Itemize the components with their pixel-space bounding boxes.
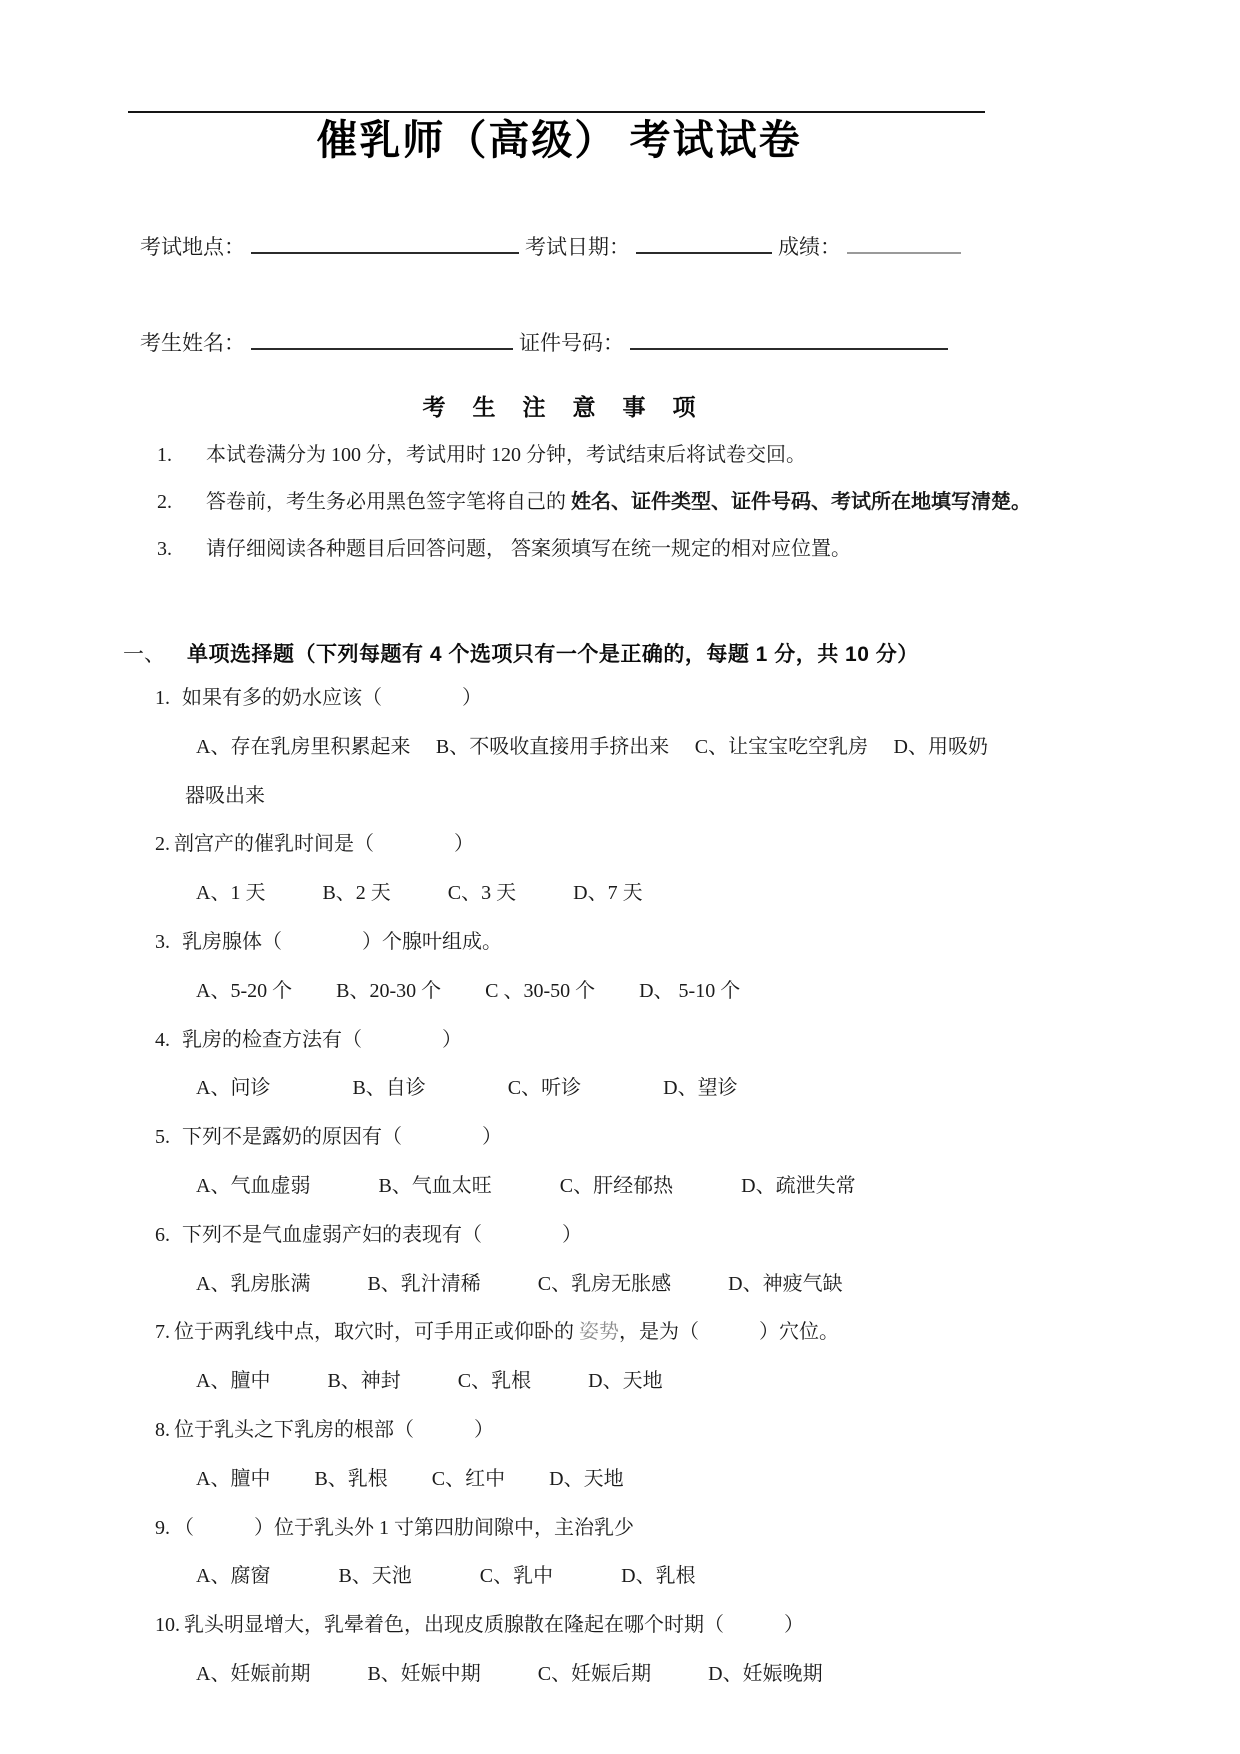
- question-number: 10.: [155, 1614, 180, 1637]
- question-stem-line: [155, 1113, 988, 1162]
- option-d: D、妊娠晚期: [708, 1662, 823, 1685]
- question-list: [133, 674, 988, 1699]
- id-number-blank: [630, 324, 948, 350]
- notice-number: 2.: [157, 491, 172, 513]
- question-number: 9.: [155, 1516, 170, 1539]
- option-b: B、神封: [327, 1370, 401, 1393]
- notice-text: 请仔细阅读各种题目后回答问题， 答案须填写在统一规定的相对应位置。: [206, 538, 851, 560]
- question-options: [196, 1162, 988, 1211]
- question-2: [133, 820, 988, 918]
- question-stem: 乳房腺体（ ）个腺叶组成。: [182, 930, 502, 953]
- option-b: B、不吸收直接用手挤出来: [435, 735, 670, 758]
- option-b: B、气血太旺: [378, 1174, 492, 1197]
- question-8: [133, 1406, 988, 1504]
- section-title: 单项选择题（下列每题有 4 个选项只有一个是正确的，每题 1 分，共 10 分）: [187, 643, 919, 666]
- option-a: A、1 天: [196, 882, 266, 905]
- notice-heading: 考生注意事项: [422, 394, 723, 420]
- option-b: B、2 天: [322, 882, 391, 905]
- option-d: D、7 天: [573, 882, 643, 905]
- score-blank: [847, 228, 961, 254]
- option-d-continuation: 器吸出来: [185, 784, 265, 807]
- question-stem-line: [155, 1211, 988, 1260]
- question-stem-line: [155, 1406, 988, 1455]
- question-number: 1.: [155, 687, 170, 709]
- question-number: 6.: [155, 1223, 170, 1246]
- question-options: [196, 1357, 988, 1406]
- question-stem: 下列不是气血虚弱产妇的表现有（ ）: [182, 1223, 582, 1246]
- option-a: A、问诊: [196, 1077, 271, 1100]
- candidate-name-label: 考生姓名：: [140, 331, 245, 355]
- option-c: C、让宝宝吃空乳房: [694, 735, 869, 758]
- question-stem-line: [155, 1601, 988, 1650]
- notice-list: [133, 432, 1031, 573]
- notice-item: [133, 432, 1003, 479]
- candidate-info-row: [140, 324, 948, 358]
- option-c: C、红中: [431, 1467, 506, 1490]
- page-title: 催乳师（高级） 考试试卷: [316, 117, 802, 163]
- question-stem: 如果有多的奶水应该（ ）: [182, 687, 482, 709]
- question-stem-line: [155, 1504, 988, 1553]
- question-options: [196, 869, 988, 918]
- option-b: B、妊娠中期: [367, 1662, 481, 1685]
- notice-text: 本试卷满分为 100 分，考试用时 120 分钟，考试结束后将试卷交回。: [206, 444, 806, 466]
- option-c: C、乳中: [479, 1565, 554, 1588]
- exam-location-label: 考试地点：: [140, 235, 245, 259]
- option-b: B、自诊: [352, 1077, 426, 1100]
- question-3: [133, 918, 988, 1016]
- option-d: D、疏泄失常: [741, 1174, 856, 1197]
- option-d: D、天地: [588, 1370, 663, 1393]
- question-stem: 位于乳头之下乳房的根部（ ）: [174, 1418, 494, 1441]
- notice-item: [133, 479, 1031, 526]
- option-b: B、天池: [338, 1565, 412, 1588]
- question-7: [133, 1308, 988, 1406]
- question-number: 5.: [155, 1126, 170, 1149]
- question-number: 4.: [155, 1028, 170, 1051]
- question-1: [133, 674, 988, 820]
- question-options: [196, 723, 988, 772]
- option-d: D、天地: [549, 1467, 624, 1490]
- option-a: A、存在乳房里积累起来: [196, 735, 411, 758]
- question-stem-line: [155, 674, 988, 723]
- question-options: [196, 1455, 988, 1504]
- question-number: 7.: [155, 1321, 170, 1344]
- question-options: [196, 1650, 988, 1699]
- option-c: C、听诊: [507, 1077, 582, 1100]
- option-a: A、膻中: [196, 1467, 271, 1490]
- notice-item: [133, 526, 1003, 573]
- option-c: C、乳房无胀感: [537, 1272, 672, 1295]
- notice-number: 1.: [157, 444, 172, 466]
- question-4: [133, 1016, 988, 1114]
- option-a: A、妊娠前期: [196, 1662, 311, 1685]
- option-c: C、肝经郁热: [559, 1174, 674, 1197]
- question-stem: 剖宫产的催乳时间是（ ）: [174, 833, 474, 856]
- question-options: [196, 1064, 988, 1113]
- option-c: C、3 天: [447, 882, 517, 905]
- question-number: 3.: [155, 930, 170, 953]
- exam-location-blank: [251, 228, 519, 254]
- question-options: [196, 967, 988, 1016]
- score-label: 成绩：: [778, 235, 841, 259]
- question-stem-line: [155, 1016, 988, 1065]
- option-a: A、5-20 个: [196, 979, 293, 1002]
- option-d: D、用吸奶: [893, 735, 988, 758]
- option-d: D、 5-10 个: [639, 979, 741, 1002]
- question-stem-highlight: 姿势: [579, 1321, 619, 1344]
- notice-text-emphasis: 姓名、证件类型、证件号码、考试所在地填写清楚。: [571, 491, 1031, 513]
- option-d: D、神疲气缺: [728, 1272, 843, 1295]
- section-header: [123, 630, 1003, 679]
- option-a: A、腐窗: [196, 1565, 271, 1588]
- option-a: A、气血虚弱: [196, 1174, 311, 1197]
- question-stem: 位于两乳线中点，取穴时，可手用正或仰卧的: [174, 1321, 579, 1344]
- option-b: B、20-30 个: [336, 979, 442, 1002]
- exam-date-label: 考试日期：: [525, 235, 630, 259]
- option-c: C 、30-50 个: [485, 979, 596, 1002]
- option-a: A、膻中: [196, 1370, 271, 1393]
- option-d: D、望诊: [663, 1077, 738, 1100]
- option-b: B、乳汁清稀: [367, 1272, 481, 1295]
- question-options: [196, 1552, 988, 1601]
- question-stem: 乳房的检查方法有（ ）: [182, 1028, 462, 1051]
- question-9: [133, 1504, 988, 1602]
- question-stem: 乳头明显增大，乳晕着色，出现皮质腺散在隆起在哪个时期（ ）: [184, 1614, 804, 1637]
- notice-text: 答卷前，考生务必用黑色签字笔将自己的: [206, 491, 571, 513]
- section-number: 一、: [123, 642, 165, 666]
- option-a: A、乳房胀满: [196, 1272, 311, 1295]
- question-options: [196, 1260, 988, 1309]
- id-number-label: 证件号码：: [519, 331, 624, 355]
- exam-date-blank: [636, 228, 772, 254]
- question-stem-line: [155, 918, 988, 967]
- question-stem-line: [155, 820, 988, 869]
- title-divider-line: [128, 111, 985, 113]
- question-stem-tail: ，是为（ ）穴位。: [619, 1321, 839, 1344]
- exam-info-row: [140, 228, 961, 262]
- question-stem-line: [155, 1308, 988, 1357]
- question-10: [133, 1601, 988, 1699]
- question-number: 8.: [155, 1418, 170, 1441]
- question-number: 2.: [155, 833, 170, 856]
- option-d: D、乳根: [621, 1565, 696, 1588]
- candidate-name-blank: [251, 324, 513, 350]
- option-c: C、乳根: [457, 1370, 532, 1393]
- question-stem: 下列不是露奶的原因有（ ）: [182, 1126, 502, 1149]
- option-b: B、乳根: [314, 1467, 388, 1490]
- notice-number: 3.: [157, 538, 172, 560]
- option-c: C、妊娠后期: [537, 1662, 652, 1685]
- question-6: [133, 1211, 988, 1309]
- question-stem: （ ）位于乳头外 1 寸第四肋间隙中，主治乳少: [174, 1516, 634, 1539]
- question-5: [133, 1113, 988, 1211]
